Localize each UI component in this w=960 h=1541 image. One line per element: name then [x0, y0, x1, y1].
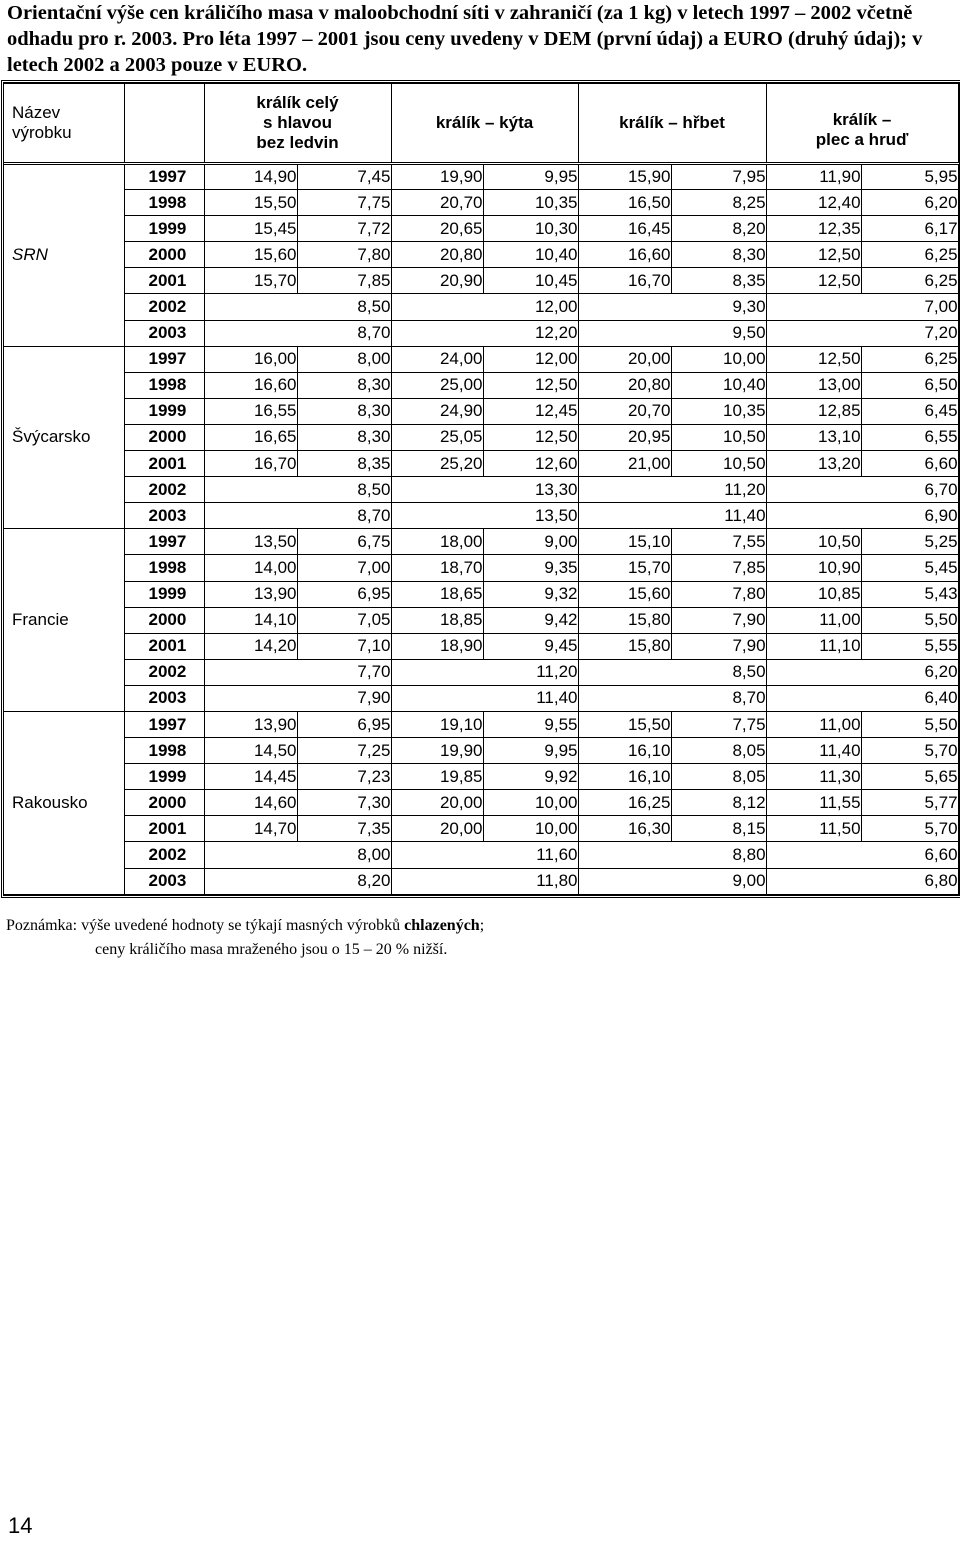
value-cell: 11,40 [766, 738, 861, 764]
value-cell: 10,85 [766, 581, 861, 607]
value-cell: 25,00 [391, 372, 483, 398]
value-cell: 16,70 [204, 451, 297, 477]
footnote: Poznámka: výše uvedené hodnoty se týkají masných výrobků chlazených; ceny králičího masa mraženého jsou o 15 – 20 % nižší. [6, 917, 485, 958]
value-cell: 8,70 [204, 320, 391, 346]
value-cell: 7,80 [297, 242, 391, 268]
value-cell: 10,45 [483, 268, 578, 294]
value-cell: 10,35 [483, 190, 578, 216]
year-cell: 2001 [124, 816, 204, 842]
value-cell: 7,85 [297, 268, 391, 294]
value-cell: 16,45 [578, 216, 671, 242]
value-cell: 20,95 [578, 424, 671, 450]
table-header-row [4, 84, 958, 164]
value-cell: 21,00 [578, 451, 671, 477]
header-leg: králík – kýta [391, 84, 578, 164]
value-cell: 5,45 [861, 555, 958, 581]
value-cell: 9,00 [578, 868, 766, 894]
value-cell: 10,50 [766, 529, 861, 555]
value-cell: 14,90 [204, 164, 297, 190]
value-cell: 6,90 [766, 503, 958, 529]
value-cell: 7,70 [204, 659, 391, 685]
value-cell: 10,00 [671, 346, 766, 372]
country-label: Francie [4, 529, 124, 712]
value-cell: 19,10 [391, 711, 483, 737]
value-cell: 13,20 [766, 451, 861, 477]
value-cell: 7,85 [671, 555, 766, 581]
value-cell: 18,00 [391, 529, 483, 555]
value-cell: 12,50 [766, 242, 861, 268]
value-cell: 8,05 [671, 764, 766, 790]
value-cell: 16,55 [204, 398, 297, 424]
table-row [4, 451, 958, 477]
value-cell: 6,17 [861, 216, 958, 242]
value-cell: 10,00 [483, 790, 578, 816]
value-cell: 15,70 [578, 555, 671, 581]
value-cell: 7,90 [671, 607, 766, 633]
value-cell: 13,50 [391, 503, 578, 529]
value-cell: 8,05 [671, 738, 766, 764]
value-cell: 7,20 [766, 320, 958, 346]
value-cell: 11,30 [766, 764, 861, 790]
value-cell: 12,60 [483, 451, 578, 477]
value-cell: 11,50 [766, 816, 861, 842]
year-cell: 2001 [124, 633, 204, 659]
value-cell: 12,45 [483, 398, 578, 424]
price-table [4, 83, 959, 895]
value-cell: 8,15 [671, 816, 766, 842]
year-cell: 2003 [124, 685, 204, 711]
value-cell: 5,55 [861, 633, 958, 659]
table-row [4, 529, 958, 555]
value-cell: 20,65 [391, 216, 483, 242]
value-cell: 7,30 [297, 790, 391, 816]
year-cell: 2003 [124, 503, 204, 529]
value-cell: 11,60 [391, 842, 578, 868]
value-cell: 9,50 [578, 320, 766, 346]
value-cell: 16,60 [578, 242, 671, 268]
value-cell: 8,50 [578, 659, 766, 685]
value-cell: 20,00 [391, 816, 483, 842]
year-cell: 1999 [124, 216, 204, 242]
value-cell: 18,85 [391, 607, 483, 633]
year-cell: 1999 [124, 398, 204, 424]
table-row [4, 320, 958, 346]
year-cell: 1997 [124, 164, 204, 190]
value-cell: 6,80 [766, 868, 958, 894]
value-cell: 25,20 [391, 451, 483, 477]
value-cell: 6,45 [861, 398, 958, 424]
value-cell: 11,20 [391, 659, 578, 685]
value-cell: 7,75 [297, 190, 391, 216]
value-cell: 10,40 [671, 372, 766, 398]
value-cell: 10,30 [483, 216, 578, 242]
table-row [4, 555, 958, 581]
page-title: Orientační výše cen králičího masa v maloobchodní síti v zahraničí (za 1 kg) v letech 1997 – 2002 včetně odhadu pro r. 2003. Pro léta 1997 – 2001 jsou ceny uvedeny v DEM (první údaj) a EURO (druhý údaj); v letech 2002 a 2003 pouze v EURO. [7, 2, 923, 76]
value-cell: 6,20 [861, 190, 958, 216]
table-row [4, 738, 958, 764]
value-cell: 7,90 [671, 633, 766, 659]
value-cell: 25,05 [391, 424, 483, 450]
value-cell: 14,20 [204, 633, 297, 659]
value-cell: 8,25 [671, 190, 766, 216]
value-cell: 12,35 [766, 216, 861, 242]
value-cell: 10,40 [483, 242, 578, 268]
value-cell: 7,23 [297, 764, 391, 790]
value-cell: 18,90 [391, 633, 483, 659]
year-cell: 2001 [124, 268, 204, 294]
value-cell: 14,45 [204, 764, 297, 790]
country-label: Švýcarsko [4, 346, 124, 529]
value-cell: 8,30 [297, 424, 391, 450]
value-cell: 11,40 [391, 685, 578, 711]
value-cell: 15,80 [578, 633, 671, 659]
year-cell: 2000 [124, 607, 204, 633]
value-cell: 5,77 [861, 790, 958, 816]
value-cell: 8,00 [204, 842, 391, 868]
value-cell: 13,90 [204, 581, 297, 607]
year-cell: 1999 [124, 764, 204, 790]
value-cell: 8,00 [297, 346, 391, 372]
value-cell: 10,00 [483, 816, 578, 842]
year-cell: 2000 [124, 790, 204, 816]
value-cell: 7,10 [297, 633, 391, 659]
value-cell: 12,50 [483, 424, 578, 450]
value-cell: 8,35 [671, 268, 766, 294]
table-row [4, 372, 958, 398]
value-cell: 6,75 [297, 529, 391, 555]
value-cell: 7,35 [297, 816, 391, 842]
value-cell: 18,70 [391, 555, 483, 581]
value-cell: 8,35 [297, 451, 391, 477]
value-cell: 6,70 [766, 477, 958, 503]
value-cell: 16,10 [578, 764, 671, 790]
table-row [4, 868, 958, 894]
value-cell: 15,10 [578, 529, 671, 555]
year-cell: 2002 [124, 477, 204, 503]
value-cell: 9,35 [483, 555, 578, 581]
value-cell: 5,50 [861, 607, 958, 633]
value-cell: 16,30 [578, 816, 671, 842]
value-cell: 9,45 [483, 633, 578, 659]
table-row [4, 424, 958, 450]
year-cell: 1997 [124, 529, 204, 555]
value-cell: 24,00 [391, 346, 483, 372]
value-cell: 11,55 [766, 790, 861, 816]
value-cell: 19,85 [391, 764, 483, 790]
table-row [4, 607, 958, 633]
value-cell: 20,90 [391, 268, 483, 294]
value-cell: 16,70 [578, 268, 671, 294]
value-cell: 15,90 [578, 164, 671, 190]
country-label: Rakousko [4, 711, 124, 894]
table-row [4, 190, 958, 216]
value-cell: 12,50 [766, 346, 861, 372]
value-cell: 11,90 [766, 164, 861, 190]
value-cell: 7,25 [297, 738, 391, 764]
value-cell: 7,80 [671, 581, 766, 607]
value-cell: 8,80 [578, 842, 766, 868]
value-cell: 9,95 [483, 738, 578, 764]
value-cell: 6,60 [861, 451, 958, 477]
table-row [4, 790, 958, 816]
value-cell: 7,05 [297, 607, 391, 633]
table-row [4, 816, 958, 842]
value-cell: 16,25 [578, 790, 671, 816]
year-cell: 1997 [124, 711, 204, 737]
year-cell: 2002 [124, 659, 204, 685]
table-row [4, 711, 958, 737]
value-cell: 7,72 [297, 216, 391, 242]
value-cell: 13,90 [204, 711, 297, 737]
value-cell: 13,50 [204, 529, 297, 555]
value-cell: 15,45 [204, 216, 297, 242]
value-cell: 15,60 [204, 242, 297, 268]
value-cell: 8,20 [204, 868, 391, 894]
year-cell: 2003 [124, 320, 204, 346]
value-cell: 5,50 [861, 711, 958, 737]
value-cell: 6,40 [766, 685, 958, 711]
year-cell: 1998 [124, 190, 204, 216]
value-cell: 9,42 [483, 607, 578, 633]
value-cell: 11,10 [766, 633, 861, 659]
value-cell: 20,70 [578, 398, 671, 424]
value-cell: 16,60 [204, 372, 297, 398]
value-cell: 9,95 [483, 164, 578, 190]
value-cell: 9,55 [483, 711, 578, 737]
value-cell: 14,50 [204, 738, 297, 764]
value-cell: 15,80 [578, 607, 671, 633]
year-cell: 2000 [124, 424, 204, 450]
value-cell: 8,70 [578, 685, 766, 711]
value-cell: 15,50 [578, 711, 671, 737]
value-cell: 9,30 [578, 294, 766, 320]
value-cell: 9,32 [483, 581, 578, 607]
value-cell: 19,90 [391, 738, 483, 764]
value-cell: 8,50 [204, 477, 391, 503]
value-cell: 11,80 [391, 868, 578, 894]
value-cell: 11,00 [766, 607, 861, 633]
value-cell: 24,90 [391, 398, 483, 424]
value-cell: 6,50 [861, 372, 958, 398]
value-cell: 8,12 [671, 790, 766, 816]
value-cell: 12,40 [766, 190, 861, 216]
value-cell: 6,25 [861, 268, 958, 294]
header-back: králík – hřbet [578, 84, 766, 164]
value-cell: 10,90 [766, 555, 861, 581]
value-cell: 13,30 [391, 477, 578, 503]
value-cell: 6,95 [297, 711, 391, 737]
value-cell: 12,00 [483, 346, 578, 372]
country-label: SRN [4, 164, 124, 347]
table-row [4, 685, 958, 711]
value-cell: 9,00 [483, 529, 578, 555]
value-cell: 13,00 [766, 372, 861, 398]
table-row [4, 346, 958, 372]
table-row [4, 659, 958, 685]
value-cell: 16,10 [578, 738, 671, 764]
value-cell: 10,50 [671, 451, 766, 477]
value-cell: 5,70 [861, 816, 958, 842]
value-cell: 7,45 [297, 164, 391, 190]
value-cell: 12,00 [391, 294, 578, 320]
header-product-name: Název výrobku [4, 84, 124, 164]
table-row [4, 581, 958, 607]
value-cell: 11,20 [578, 477, 766, 503]
value-cell: 7,90 [204, 685, 391, 711]
year-cell: 1997 [124, 346, 204, 372]
year-cell: 1998 [124, 738, 204, 764]
table-row [4, 477, 958, 503]
value-cell: 6,20 [766, 659, 958, 685]
header-whole-rabbit: králík celý s hlavou bez ledvin [204, 84, 391, 164]
value-cell: 7,55 [671, 529, 766, 555]
value-cell: 7,00 [297, 555, 391, 581]
value-cell: 14,70 [204, 816, 297, 842]
value-cell: 20,80 [578, 372, 671, 398]
value-cell: 19,90 [391, 164, 483, 190]
value-cell: 8,30 [297, 398, 391, 424]
value-cell: 5,65 [861, 764, 958, 790]
value-cell: 8,30 [671, 242, 766, 268]
value-cell: 7,95 [671, 164, 766, 190]
table-row [4, 503, 958, 529]
value-cell: 14,60 [204, 790, 297, 816]
value-cell: 8,30 [297, 372, 391, 398]
header-shoulder-breast: králík – plec a hruď [766, 84, 958, 164]
value-cell: 10,50 [671, 424, 766, 450]
value-cell: 7,75 [671, 711, 766, 737]
value-cell: 9,92 [483, 764, 578, 790]
table-row [4, 242, 958, 268]
value-cell: 10,35 [671, 398, 766, 424]
year-cell: 2000 [124, 242, 204, 268]
value-cell: 6,60 [766, 842, 958, 868]
value-cell: 6,55 [861, 424, 958, 450]
table-row [4, 216, 958, 242]
value-cell: 5,43 [861, 581, 958, 607]
value-cell: 13,10 [766, 424, 861, 450]
page-number: 14 [8, 1513, 33, 1538]
value-cell: 12,50 [483, 372, 578, 398]
value-cell: 18,65 [391, 581, 483, 607]
value-cell: 5,70 [861, 738, 958, 764]
value-cell: 16,65 [204, 424, 297, 450]
value-cell: 16,50 [578, 190, 671, 216]
table-row [4, 398, 958, 424]
year-cell: 1998 [124, 372, 204, 398]
value-cell: 20,00 [578, 346, 671, 372]
value-cell: 7,00 [766, 294, 958, 320]
value-cell: 20,00 [391, 790, 483, 816]
value-cell: 14,10 [204, 607, 297, 633]
table-row [4, 268, 958, 294]
value-cell: 6,25 [861, 242, 958, 268]
value-cell: 6,95 [297, 581, 391, 607]
value-cell: 20,70 [391, 190, 483, 216]
year-cell: 1998 [124, 555, 204, 581]
table-row [4, 633, 958, 659]
value-cell: 8,70 [204, 503, 391, 529]
value-cell: 5,25 [861, 529, 958, 555]
value-cell: 12,20 [391, 320, 578, 346]
value-cell: 15,60 [578, 581, 671, 607]
value-cell: 5,95 [861, 164, 958, 190]
table-row [4, 164, 958, 190]
value-cell: 15,50 [204, 190, 297, 216]
year-cell: 1999 [124, 581, 204, 607]
year-cell: 2002 [124, 842, 204, 868]
table-row [4, 764, 958, 790]
year-cell: 2003 [124, 868, 204, 894]
value-cell: 11,40 [578, 503, 766, 529]
value-cell: 8,20 [671, 216, 766, 242]
value-cell: 12,85 [766, 398, 861, 424]
value-cell: 16,00 [204, 346, 297, 372]
table-row [4, 294, 958, 320]
value-cell: 12,50 [766, 268, 861, 294]
value-cell: 20,80 [391, 242, 483, 268]
value-cell: 11,00 [766, 711, 861, 737]
year-cell: 2001 [124, 451, 204, 477]
value-cell: 8,50 [204, 294, 391, 320]
value-cell: 6,25 [861, 346, 958, 372]
table-row [4, 842, 958, 868]
value-cell: 15,70 [204, 268, 297, 294]
value-cell: 14,00 [204, 555, 297, 581]
year-cell: 2002 [124, 294, 204, 320]
